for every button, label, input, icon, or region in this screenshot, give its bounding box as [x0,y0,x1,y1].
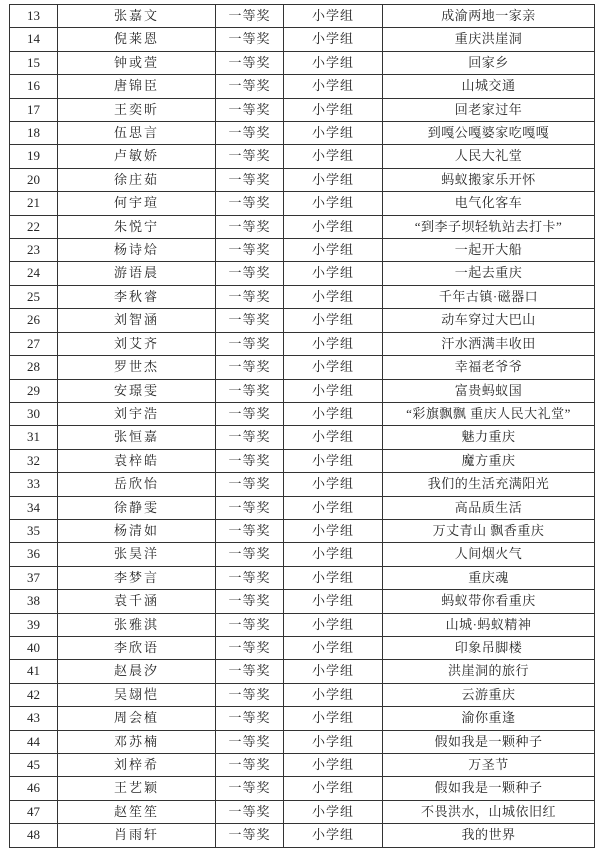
group-cell: 小学组 [284,449,383,472]
group-cell: 小学组 [284,5,383,28]
work-title-cell: 幸福老爷爷 [383,356,595,379]
row-number-cell: 33 [10,473,58,496]
contestant-name-cell: 刘宇浩 [58,402,216,425]
table-row [10,824,595,847]
row-number-cell: 24 [10,262,58,285]
award-level-cell: 一等奖 [216,28,284,51]
work-title-cell: 印象吊脚楼 [383,636,595,659]
work-title-cell: 假如我是一颗种子 [383,730,595,753]
work-title-cell: 成渝两地一家亲 [383,5,595,28]
award-level-cell: 一等奖 [216,519,284,542]
contestant-name-cell: 刘艾齐 [58,332,216,355]
row-number-cell: 45 [10,754,58,777]
table-row [10,777,595,800]
table-row [10,660,595,683]
award-level-cell: 一等奖 [216,75,284,98]
group-cell: 小学组 [284,754,383,777]
award-level-cell: 一等奖 [216,566,284,589]
table-row [10,800,595,823]
award-level-cell: 一等奖 [216,122,284,145]
group-cell: 小学组 [284,543,383,566]
award-level-cell: 一等奖 [216,51,284,74]
row-number-cell: 35 [10,519,58,542]
group-cell: 小学组 [284,239,383,262]
row-number-cell: 17 [10,98,58,121]
group-cell: 小学组 [284,28,383,51]
award-level-cell: 一等奖 [216,356,284,379]
work-title-cell: 魔方重庆 [383,449,595,472]
group-cell: 小学组 [284,75,383,98]
contestant-name-cell: 肖雨轩 [58,824,216,847]
row-number-cell: 14 [10,28,58,51]
group-cell: 小学组 [284,285,383,308]
contestant-name-cell: 邓苏楠 [58,730,216,753]
work-title-cell: 云游重庆 [383,683,595,706]
table-row [10,285,595,308]
table-row [10,613,595,636]
group-cell: 小学组 [284,51,383,74]
work-title-cell: 万丈青山 飘香重庆 [383,519,595,542]
group-cell: 小学组 [284,168,383,191]
row-number-cell: 28 [10,356,58,379]
group-cell: 小学组 [284,613,383,636]
row-number-cell: 40 [10,636,58,659]
table-row [10,28,595,51]
row-number-cell: 41 [10,660,58,683]
work-title-cell: 蚂蚁带你看重庆 [383,590,595,613]
work-title-cell: 千年古镇·磁器口 [383,285,595,308]
row-number-cell: 27 [10,332,58,355]
work-title-cell: 高品质生活 [383,496,595,519]
row-number-cell: 25 [10,285,58,308]
contestant-name-cell: 赵晨汐 [58,660,216,683]
row-number-cell: 42 [10,683,58,706]
row-number-cell: 22 [10,215,58,238]
table-row [10,590,595,613]
work-title-cell: 假如我是一颗种子 [383,777,595,800]
award-level-cell: 一等奖 [216,730,284,753]
table-row [10,566,595,589]
contestant-name-cell: 伍思言 [58,122,216,145]
group-cell: 小学组 [284,824,383,847]
table-row [10,145,595,168]
contestant-name-cell: 岳欣怡 [58,473,216,496]
work-title-cell: 重庆魂 [383,566,595,589]
table-row [10,332,595,355]
group-cell: 小学组 [284,402,383,425]
award-level-cell: 一等奖 [216,777,284,800]
work-title-cell: 万圣节 [383,754,595,777]
contestant-name-cell: 刘智涵 [58,309,216,332]
work-title-cell: 山城交通 [383,75,595,98]
work-title-cell: 一起去重庆 [383,262,595,285]
award-level-cell: 一等奖 [216,707,284,730]
award-level-cell: 一等奖 [216,262,284,285]
award-level-cell: 一等奖 [216,636,284,659]
table-row [10,473,595,496]
group-cell: 小学组 [284,777,383,800]
table-row [10,449,595,472]
row-number-cell: 37 [10,566,58,589]
table-row [10,636,595,659]
table-row [10,754,595,777]
contestant-name-cell: 王艺颖 [58,777,216,800]
group-cell: 小学组 [284,707,383,730]
work-title-cell: 电气化客车 [383,192,595,215]
group-cell: 小学组 [284,98,383,121]
contestant-name-cell: 袁千涵 [58,590,216,613]
table-row [10,309,595,332]
group-cell: 小学组 [284,356,383,379]
group-cell: 小学组 [284,660,383,683]
group-cell: 小学组 [284,496,383,519]
table-row [10,543,595,566]
row-number-cell: 48 [10,824,58,847]
work-title-cell: 回老家过年 [383,98,595,121]
table-row [10,683,595,706]
row-number-cell: 39 [10,613,58,636]
row-number-cell: 19 [10,145,58,168]
row-number-cell: 30 [10,402,58,425]
row-number-cell: 43 [10,707,58,730]
contestant-name-cell: 周会植 [58,707,216,730]
group-cell: 小学组 [284,473,383,496]
row-number-cell: 34 [10,496,58,519]
table-row [10,51,595,74]
table-row [10,5,595,28]
table-row [10,426,595,449]
work-title-cell: 我的世界 [383,824,595,847]
group-cell: 小学组 [284,730,383,753]
award-list-table [9,4,595,848]
work-title-cell: 洪崖洞的旅行 [383,660,595,683]
award-level-cell: 一等奖 [216,824,284,847]
table-row [10,730,595,753]
award-level-cell: 一等奖 [216,379,284,402]
table-row [10,379,595,402]
row-number-cell: 38 [10,590,58,613]
group-cell: 小学组 [284,192,383,215]
table-row [10,402,595,425]
contestant-name-cell: 唐锦臣 [58,75,216,98]
work-title-cell: 山城·蚂蚁精神 [383,613,595,636]
contestant-name-cell: 李欣语 [58,636,216,659]
award-level-cell: 一等奖 [216,215,284,238]
award-level-cell: 一等奖 [216,473,284,496]
group-cell: 小学组 [284,332,383,355]
award-level-cell: 一等奖 [216,98,284,121]
contestant-name-cell: 安璟雯 [58,379,216,402]
group-cell: 小学组 [284,800,383,823]
work-title-cell: 渝你重逢 [383,707,595,730]
table-row [10,75,595,98]
table-row [10,356,595,379]
row-number-cell: 23 [10,239,58,262]
row-number-cell: 16 [10,75,58,98]
work-title-cell: 汗水洒满丰收田 [383,332,595,355]
contestant-name-cell: 刘梓希 [58,754,216,777]
award-level-cell: 一等奖 [216,496,284,519]
work-title-cell: 我们的生活充满阳光 [383,473,595,496]
group-cell: 小学组 [284,636,383,659]
work-title-cell: 一起开大船 [383,239,595,262]
award-level-cell: 一等奖 [216,660,284,683]
contestant-name-cell: 罗世杰 [58,356,216,379]
award-level-cell: 一等奖 [216,192,284,215]
group-cell: 小学组 [284,519,383,542]
award-level-cell: 一等奖 [216,309,284,332]
contestant-name-cell: 吴翃恺 [58,683,216,706]
row-number-cell: 36 [10,543,58,566]
work-title-cell: “彩旗飘飘 重庆人民大礼堂” [383,402,595,425]
award-level-cell: 一等奖 [216,683,284,706]
row-number-cell: 44 [10,730,58,753]
contestant-name-cell: 倪莱恩 [58,28,216,51]
award-level-cell: 一等奖 [216,5,284,28]
table-row [10,262,595,285]
contestant-name-cell: 游语晨 [58,262,216,285]
award-table-body [10,5,595,848]
table-row [10,98,595,121]
contestant-name-cell: 何宇瑄 [58,192,216,215]
group-cell: 小学组 [284,566,383,589]
group-cell: 小学组 [284,309,383,332]
work-title-cell: “到李子坝轻轨站去打卡” [383,215,595,238]
contestant-name-cell: 李秋睿 [58,285,216,308]
row-number-cell: 47 [10,800,58,823]
group-cell: 小学组 [284,683,383,706]
award-level-cell: 一等奖 [216,543,284,566]
group-cell: 小学组 [284,590,383,613]
work-title-cell: 不畏洪水，山城依旧红 [383,800,595,823]
work-title-cell: 动车穿过大巴山 [383,309,595,332]
table-row [10,192,595,215]
award-level-cell: 一等奖 [216,426,284,449]
row-number-cell: 20 [10,168,58,191]
contestant-name-cell: 钟或萱 [58,51,216,74]
group-cell: 小学组 [284,426,383,449]
award-level-cell: 一等奖 [216,449,284,472]
contestant-name-cell: 张恒嘉 [58,426,216,449]
table-row [10,239,595,262]
contestant-name-cell: 李梦言 [58,566,216,589]
work-title-cell: 魅力重庆 [383,426,595,449]
award-level-cell: 一等奖 [216,285,284,308]
work-title-cell: 到嘎公嘎婆家吃嘎嘎 [383,122,595,145]
group-cell: 小学组 [284,145,383,168]
row-number-cell: 29 [10,379,58,402]
table-row [10,707,595,730]
award-level-cell: 一等奖 [216,332,284,355]
contestant-name-cell: 张嘉文 [58,5,216,28]
table-row [10,215,595,238]
group-cell: 小学组 [284,122,383,145]
award-level-cell: 一等奖 [216,613,284,636]
contestant-name-cell: 卢敏娇 [58,145,216,168]
contestant-name-cell: 赵笙笙 [58,800,216,823]
row-number-cell: 21 [10,192,58,215]
row-number-cell: 31 [10,426,58,449]
work-title-cell: 人间烟火气 [383,543,595,566]
group-cell: 小学组 [284,262,383,285]
work-title-cell: 重庆洪崖洞 [383,28,595,51]
award-level-cell: 一等奖 [216,168,284,191]
row-number-cell: 15 [10,51,58,74]
table-row [10,168,595,191]
row-number-cell: 32 [10,449,58,472]
row-number-cell: 26 [10,309,58,332]
group-cell: 小学组 [284,215,383,238]
group-cell: 小学组 [284,379,383,402]
table-row [10,122,595,145]
contestant-name-cell: 徐庄茹 [58,168,216,191]
work-title-cell: 人民大礼堂 [383,145,595,168]
award-level-cell: 一等奖 [216,754,284,777]
contestant-name-cell: 张昊洋 [58,543,216,566]
contestant-name-cell: 王奕昕 [58,98,216,121]
contestant-name-cell: 张雅淇 [58,613,216,636]
row-number-cell: 13 [10,5,58,28]
table-row [10,496,595,519]
contestant-name-cell: 朱悦宁 [58,215,216,238]
award-level-cell: 一等奖 [216,402,284,425]
row-number-cell: 18 [10,122,58,145]
contestant-name-cell: 杨清如 [58,519,216,542]
table-row [10,519,595,542]
contestant-name-cell: 徐静雯 [58,496,216,519]
award-level-cell: 一等奖 [216,590,284,613]
work-title-cell: 蚂蚁搬家乐开怀 [383,168,595,191]
award-level-cell: 一等奖 [216,239,284,262]
contestant-name-cell: 杨诗烚 [58,239,216,262]
work-title-cell: 富贵蚂蚁国 [383,379,595,402]
contestant-name-cell: 袁梓皓 [58,449,216,472]
award-level-cell: 一等奖 [216,800,284,823]
award-level-cell: 一等奖 [216,145,284,168]
work-title-cell: 回家乡 [383,51,595,74]
row-number-cell: 46 [10,777,58,800]
